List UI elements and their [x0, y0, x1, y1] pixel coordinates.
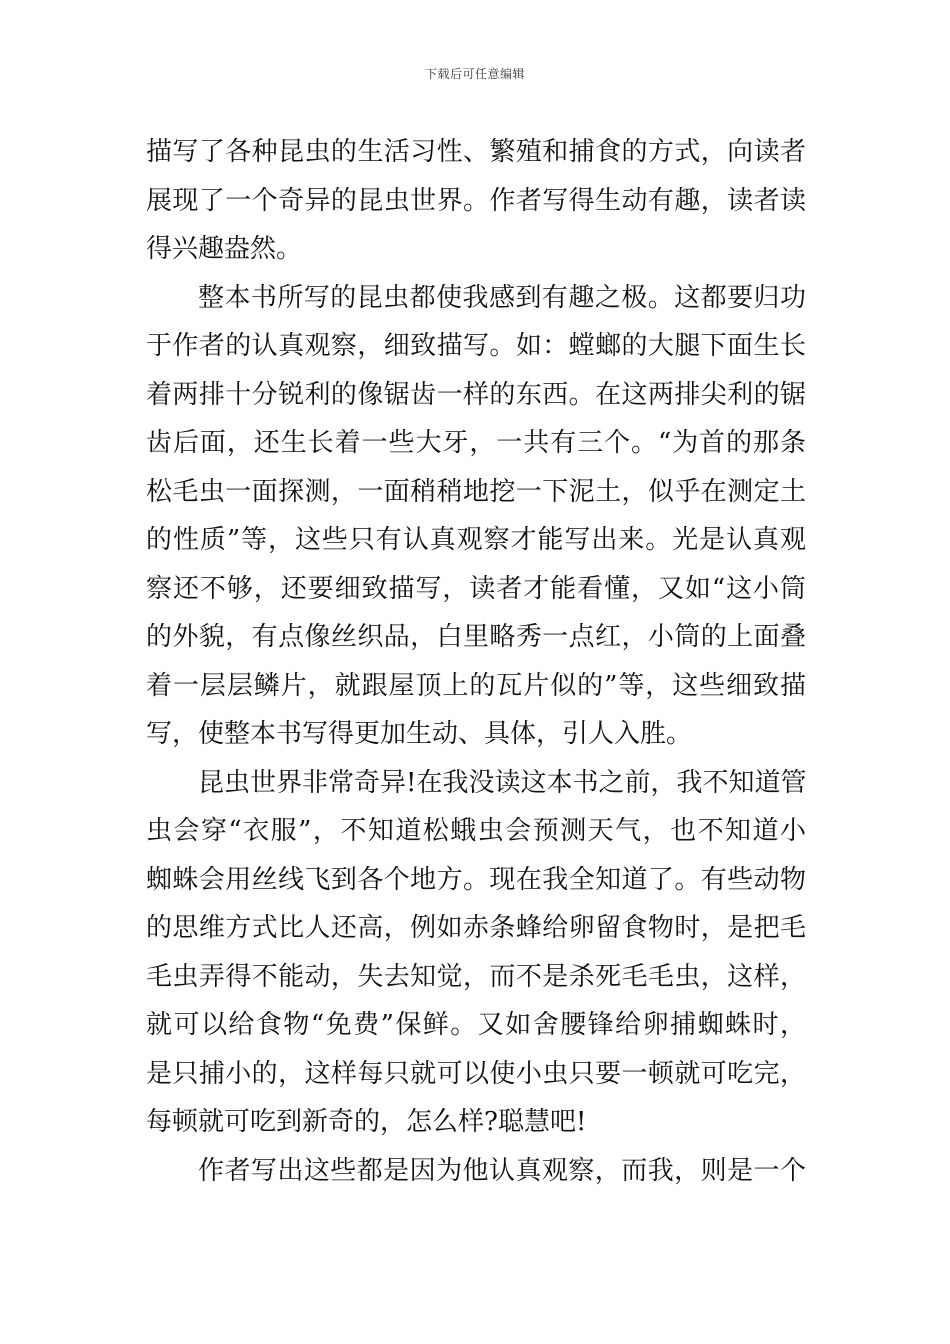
- text-line: 齿后面，还生长着一些大牙，一共有三个。“为首的那条: [146, 428, 806, 458]
- text-line: 毛虫弄得不能动，失去知觉，而不是杀死毛毛虫，这样，: [146, 961, 806, 992]
- text-line: 于作者的认真观察，细致描写。如：螳螂的大腿下面生长: [146, 331, 806, 361]
- text-line: 着一层层鳞片，就跟屋顶上的瓦片似的”等，这些细致描: [146, 670, 806, 701]
- text-line: 着两排十分锐利的像锯齿一样的东西。在这两排尖利的锯: [146, 379, 806, 410]
- text-line: 描写了各种昆虫的生活习性、繁殖和捕食的方式，向读者: [146, 137, 806, 167]
- text-line: 蜘蛛会用丝线飞到各个地方。现在我全知道了。有些动物: [146, 864, 806, 895]
- text-line: 就可以给食物“免费”保鲜。又如舍腰锋给卵捕蜘蛛时，: [146, 1010, 806, 1040]
- text-line: 的外貌，有点像丝织品，白里略秀一点红，小筒的上面叠: [146, 622, 806, 652]
- text-line: 松毛虫一面探测，一面稍稍地挖一下泥土，似乎在测定土: [146, 476, 806, 507]
- document-body: [146, 128, 806, 1195]
- text-line: 每顿就可吃到新奇的，怎么样?聪慧吧!: [146, 1107, 587, 1137]
- text-line: 作者写出这些都是因为他认真观察，而我，则是一个: [198, 1155, 806, 1186]
- text-line: 昆虫世界非常奇异!在我没读这本书之前，我不知道管: [198, 767, 807, 798]
- page-header: 下载后可任意编辑: [424, 67, 525, 81]
- text-line: 虫会穿“衣服”，不知道松蛾虫会预测天气，也不知道小: [146, 816, 806, 846]
- text-line: 的思维方式比人还高，例如赤条蜂给卵留食物时，是把毛: [146, 913, 806, 943]
- text-line: 的性质”等，这些只有认真观察才能写出来。光是认真观: [146, 525, 806, 555]
- text-line: 得兴趣盎然。: [146, 234, 303, 264]
- text-line: 展现了一个奇异的昆虫世界。作者写得生动有趣，读者读: [146, 185, 806, 216]
- text-line: 写，使整本书写得更加生动、具体，引人入胜。: [146, 719, 693, 749]
- text-line: 整本书所写的昆虫都使我感到有趣之极。这都要归功: [198, 282, 806, 313]
- text-line: 察还不够，还要细致描写，读者才能看懂，又如“这小筒: [146, 573, 806, 604]
- text-line: 是只捕小的，这样每只就可以使小虫只要一顿就可吃完，: [146, 1058, 806, 1089]
